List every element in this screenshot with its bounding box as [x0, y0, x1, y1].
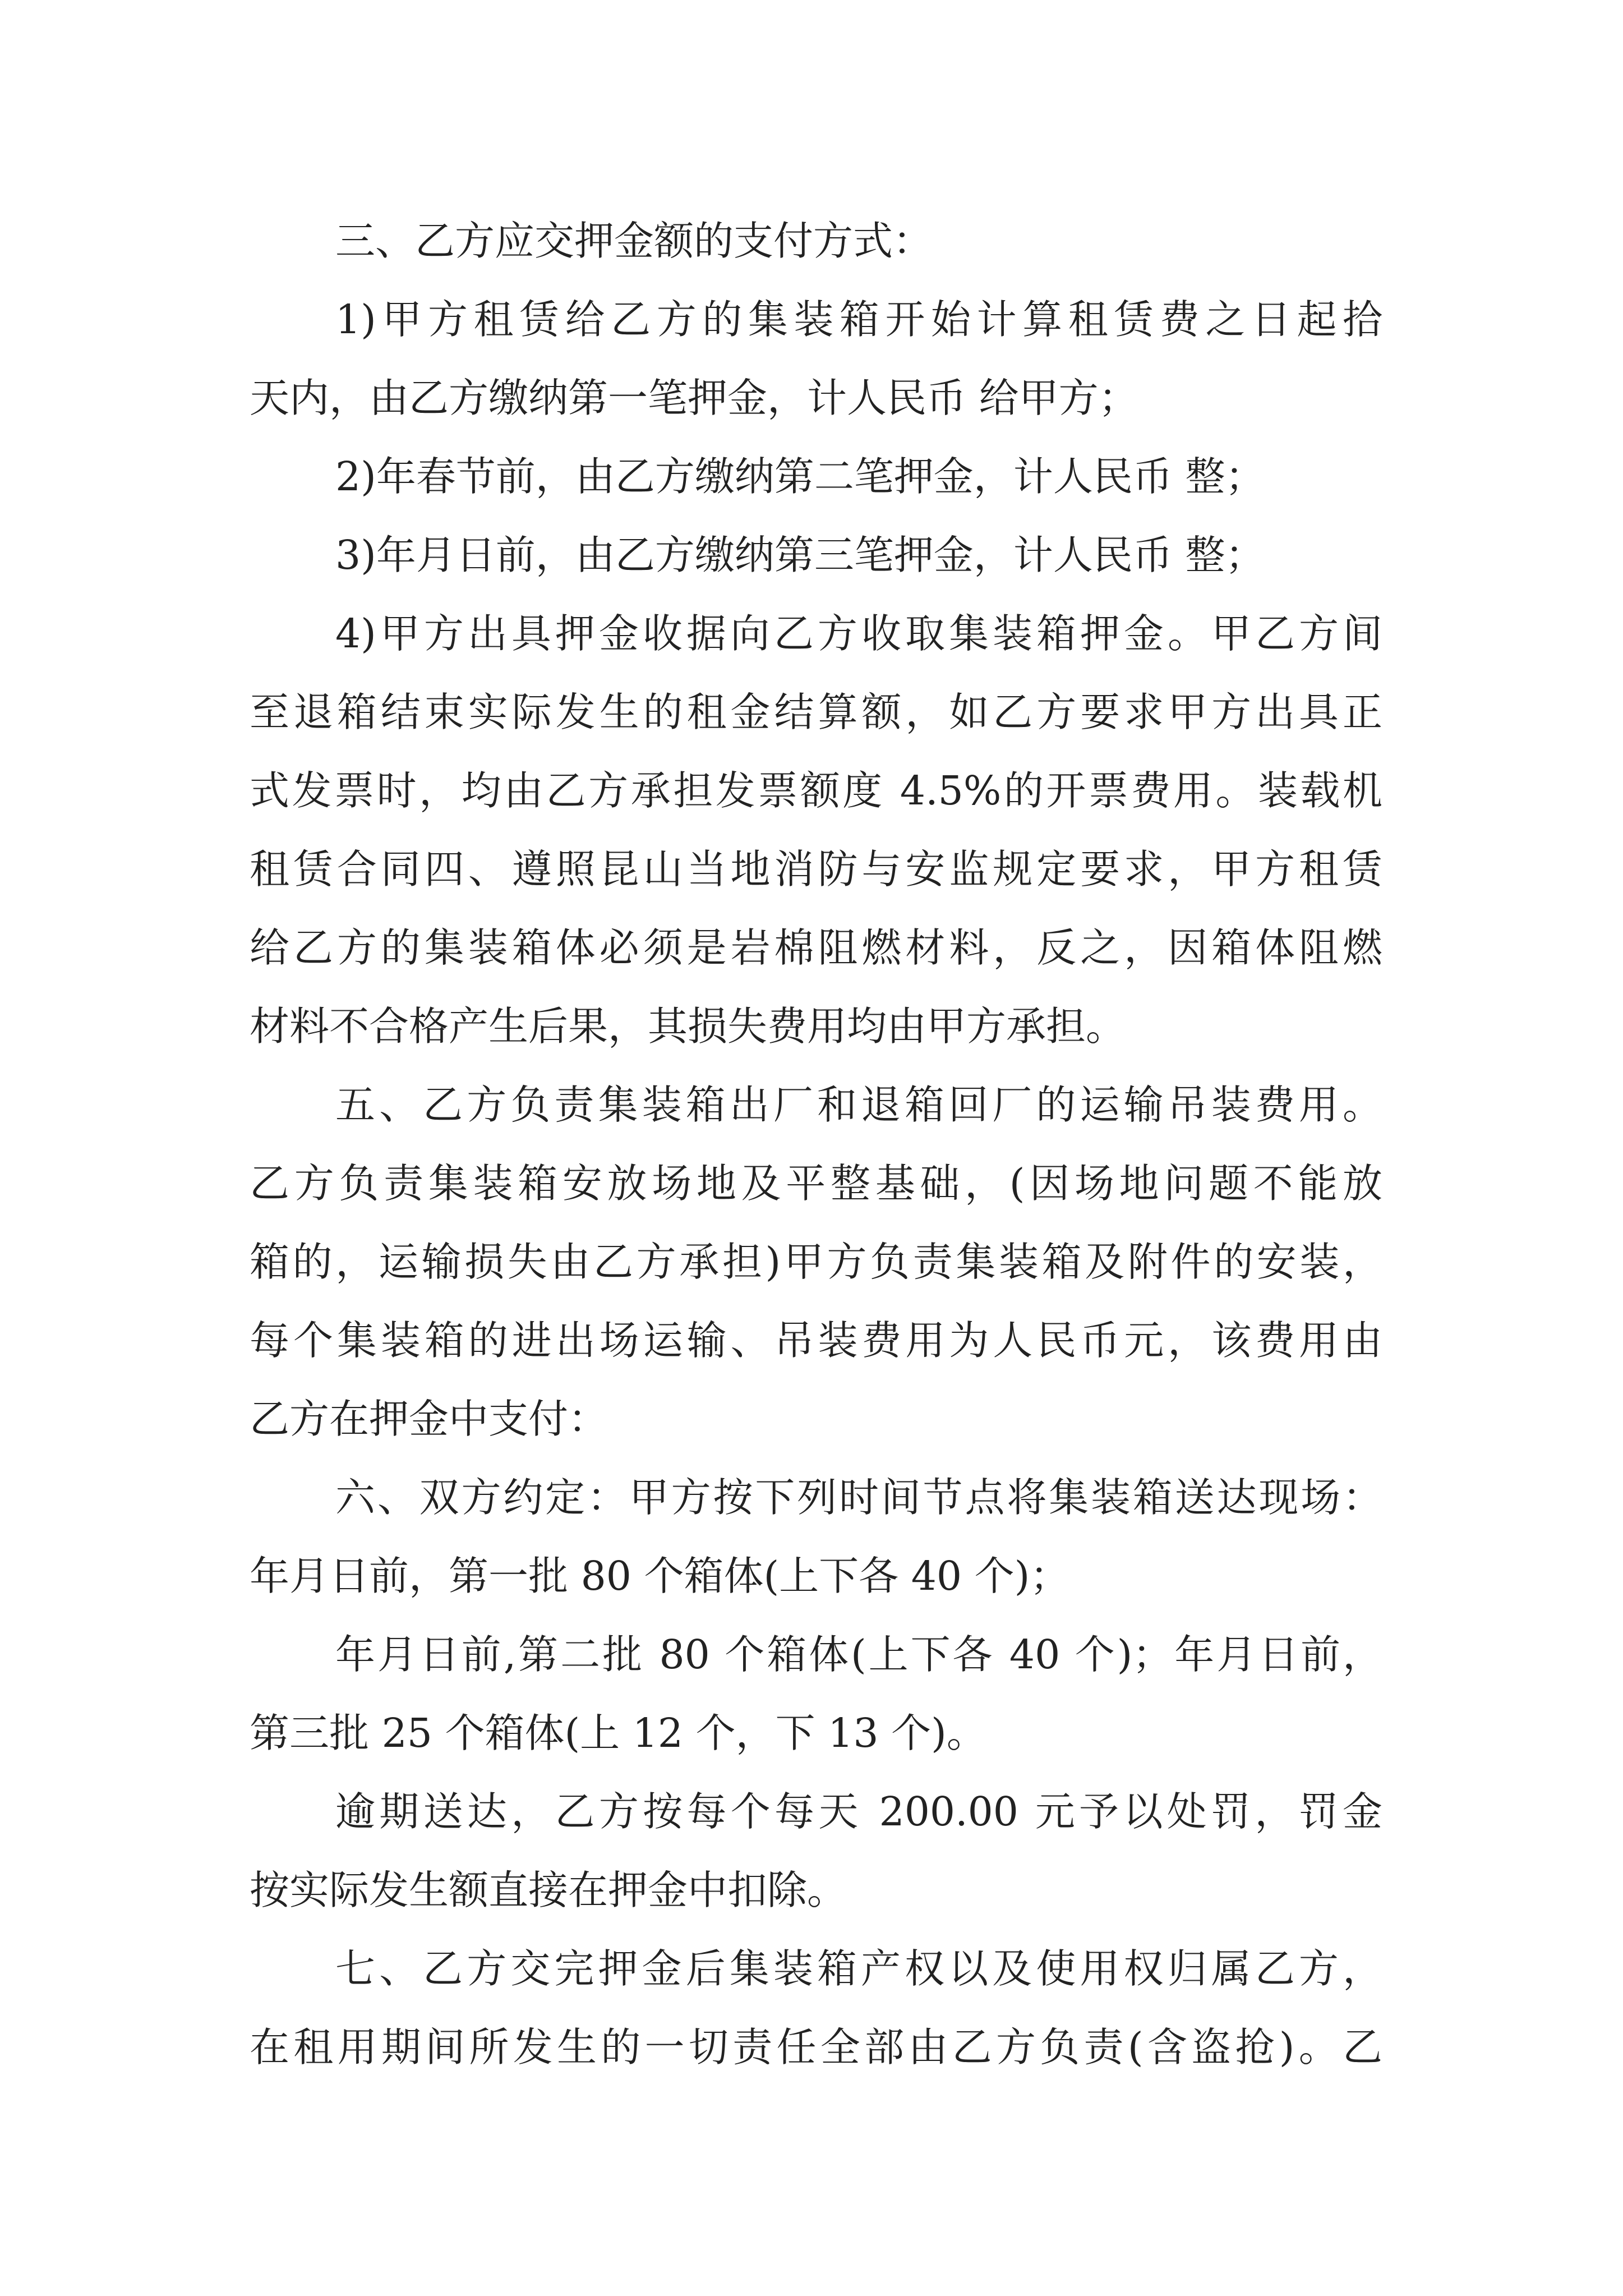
paragraph-line: 2)年春节前，由乙方缴纳第二笔押金，计人民币 整；: [335, 453, 1265, 500]
paragraph-line: 年月日前，第一批 80 个箱体(上下各 40 个)；: [250, 1553, 1070, 1599]
heading-section-5: 五、乙方负责集装箱出厂和退箱回厂的运输吊装费用。: [335, 1082, 1382, 1128]
paragraph-line: 乙方在押金中支付：: [250, 1396, 608, 1442]
paragraph-line: 第三批 25 个箱体(上 12 个，下 13 个)。: [250, 1710, 986, 1756]
heading-section-7: 七、乙方交完押金后集装箱产权以及使用权归属乙方，: [335, 1945, 1382, 1992]
heading-section-6: 六、双方约定：甲方按下列时间节点将集装箱送达现场：: [335, 1474, 1382, 1521]
paragraph-line: 1)甲方租赁给乙方的集装箱开始计算租赁费之日起拾: [335, 296, 1382, 343]
paragraph-line: 天内，由乙方缴纳第一笔押金，计人民币 给甲方；: [250, 375, 1138, 421]
paragraph-line: 箱的，运输损失由乙方承担)甲方负责集装箱及附件的安装，: [250, 1239, 1382, 1285]
paragraph-line: 3)年月日前，由乙方缴纳第三笔押金，计人民币 整；: [335, 532, 1265, 578]
paragraph-line: 按实际发生额直接在押金中扣除。: [250, 1867, 847, 1913]
paragraph-line: 年月日前,第二批 80 个箱体(上下各 40 个)；年月日前，: [335, 1631, 1382, 1678]
heading-section-3: 三、乙方应交押金额的支付方式：: [335, 218, 933, 264]
paragraph-line: 在租用期间所发生的一切责任全部由乙方负责(含盗抢)。乙: [250, 2024, 1382, 2070]
paragraph-line: 4)甲方出具押金收据向乙方收取集装箱押金。甲乙方间: [335, 610, 1382, 657]
paragraph-line: 给乙方的集装箱体必须是岩棉阻燃材料，反之，因箱体阻燃: [250, 924, 1382, 971]
paragraph-line: 逾期送达，乙方按每个每天 200.00 元予以处罚，罚金: [335, 1788, 1382, 1835]
paragraph-line: 乙方负责集装箱安放场地及平整基础，(因场地问题不能放: [250, 1160, 1382, 1207]
paragraph-line: 每个集装箱的进出场运输、吊装费用为人民币元，该费用由: [250, 1317, 1382, 1364]
paragraph-line: 至退箱结束实际发生的租金结算额，如乙方要求甲方出具正: [250, 689, 1382, 735]
paragraph-line: 式发票时，均由乙方承担发票额度 4.5%的开票费用。装载机: [250, 767, 1382, 814]
paragraph-line: 租赁合同四、遵照昆山当地消防与安监规定要求，甲方租赁: [250, 846, 1382, 892]
paragraph-line: 材料不合格产生后果，其损失费用均由甲方承担。: [250, 1003, 1126, 1050]
